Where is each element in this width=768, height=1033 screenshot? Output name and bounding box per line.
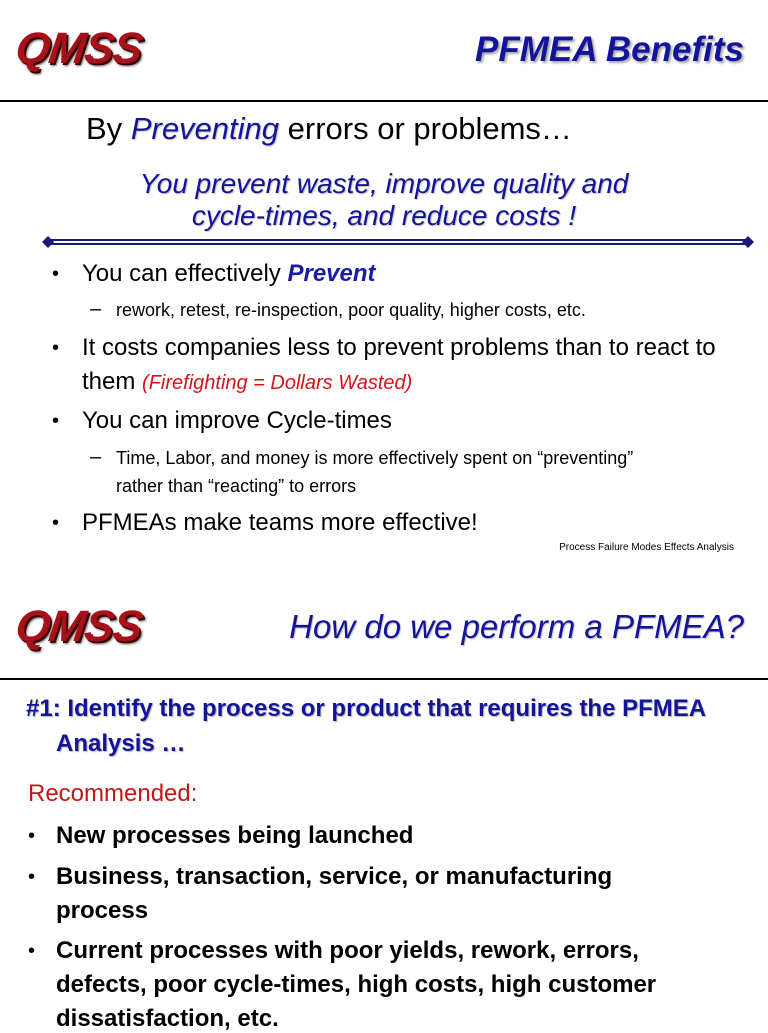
sub-bullet-time-labor-line-1: Time, Labor, and money is more effectively spent on “preventing” [116, 448, 634, 468]
qmss-logo: QMSS [12, 602, 146, 651]
firefighting-note: (Firefighting = Dollars Wasted) [142, 372, 413, 394]
bullet-dot: • [28, 940, 36, 962]
bullet-costs-line-1: It costs companies less to prevent problems than to react to [82, 334, 716, 361]
bullet-costs-them: them [82, 368, 136, 395]
item-new-processes: New processes being launched [56, 822, 414, 849]
item-business-line-1: Business, transaction, service, or manufacturing [56, 863, 613, 890]
intro-emphasis: Preventing [130, 111, 280, 146]
intro-by: By [86, 111, 123, 146]
bullet-dot: • [28, 866, 36, 888]
intro-line [86, 111, 572, 147]
bullet-dot: • [52, 410, 60, 432]
item-business-line-2: process [56, 897, 149, 924]
bullet-dot: • [52, 337, 60, 359]
recommended-label: Recommended: [28, 780, 198, 807]
subtitle-line-1: You prevent waste, improve quality and [139, 168, 629, 199]
bullet-cycle-times: You can improve Cycle-times [82, 407, 392, 434]
diamond-divider [42, 235, 754, 249]
bullet-text: You can effectively [82, 260, 281, 287]
bullet-costs-line-2 [82, 368, 412, 396]
step-1-line-2: Analysis … [56, 730, 186, 757]
slide-title: PFMEA Benefits [474, 30, 744, 69]
bullet-dot: • [28, 825, 36, 847]
subtitle-line-2: cycle-times, and reduce costs ! [191, 200, 577, 231]
slide-title: How do we perform a PFMEA? [289, 608, 744, 645]
slide-how-perform-pfmea [0, 580, 768, 1032]
sub-bullet-dash: – [90, 298, 102, 320]
bullet-teams-effective: PFMEAs make teams more effective! [82, 509, 478, 536]
item-current-line-1: Current processes with poor yields, rework, errors, [56, 937, 639, 964]
qmss-logo: QMSS [12, 24, 146, 73]
header-divider [0, 100, 768, 102]
item-current-line-2: defects, poor cycle-times, high costs, high customer [56, 971, 657, 998]
bullet-emphasis: Prevent [287, 260, 376, 287]
item-current-line-3: dissatisfaction, etc. [56, 1005, 279, 1032]
step-1-line-1: #1: Identify the process or product that requires the PFMEA [26, 695, 707, 722]
bullet-dot: • [52, 263, 60, 285]
sub-bullet-time-labor-line-2: rather than “reacting” to errors [116, 476, 357, 496]
intro-rest: errors or problems… [287, 111, 572, 146]
bullet-dot: • [52, 512, 60, 534]
sub-bullet-dash: – [90, 446, 102, 468]
header-divider [0, 678, 768, 680]
sub-bullet-rework: rework, retest, re-inspection, poor quality, higher costs, etc. [116, 300, 586, 320]
bullet-effectively-prevent [82, 260, 376, 288]
footnote: Process Failure Modes Effects Analysis [559, 542, 734, 553]
